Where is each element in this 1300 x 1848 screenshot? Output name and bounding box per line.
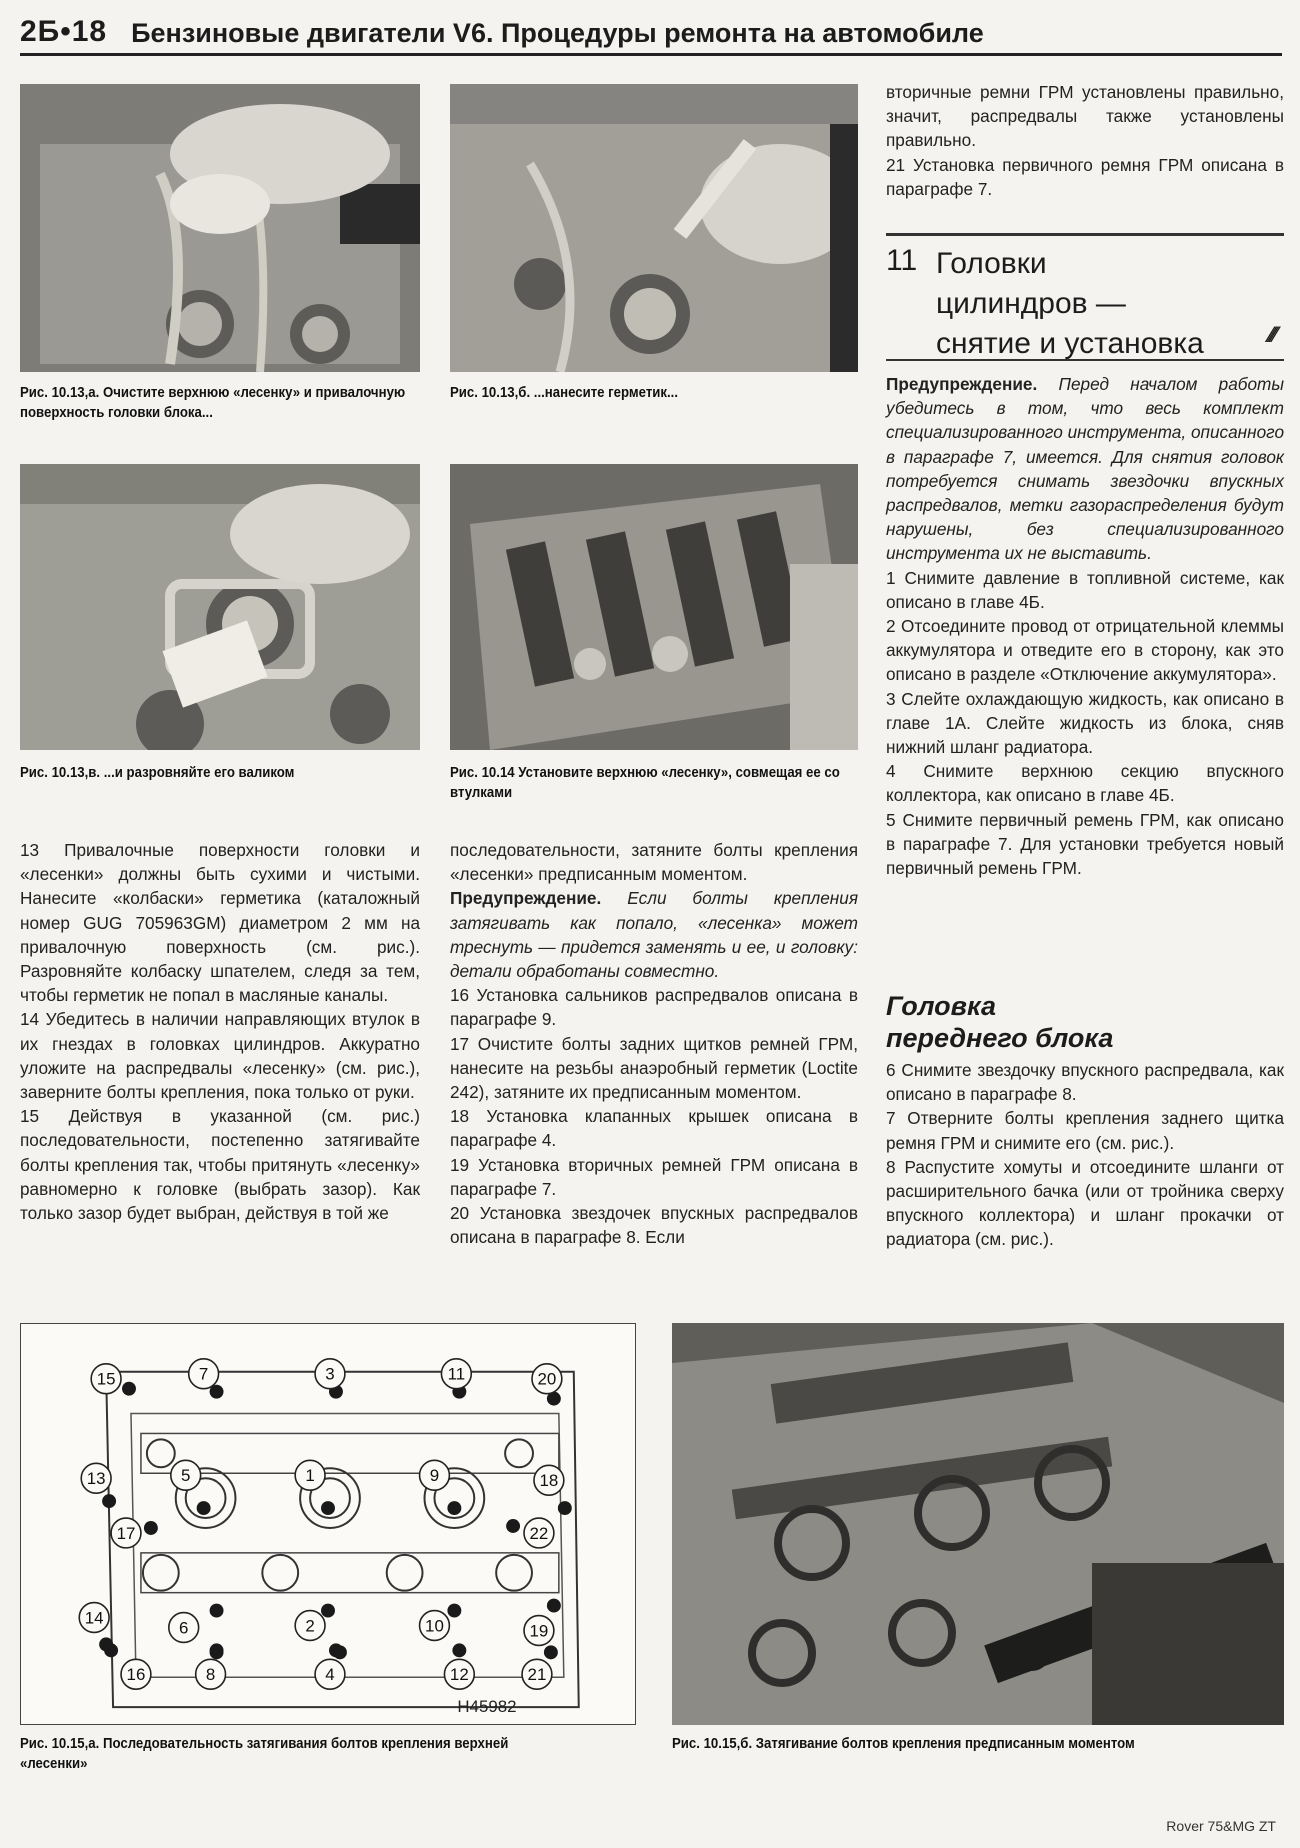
bolt-label-3: 3 [325,1364,335,1384]
section-title [936,244,1204,364]
caption-fig-10-13b: Рис. 10.13,б. ...нанесите герметик... [450,384,679,401]
bolt-hole [558,1501,572,1515]
step-5: 5 Снимите первичный ремень ГРМ, как описано в параграфе 7. Для установки требуется новый первичный ремень ГРМ. [886,809,1284,879]
warning-label-section: Предупреждение. [886,374,1038,394]
bolt-hole [210,1645,224,1659]
photo-fig-10-13v [20,464,420,750]
bolt-hole [104,1643,118,1657]
bolt-label-17: 17 [116,1523,136,1543]
diagram-svg [21,1324,635,1724]
paragraph-13: 13 Привалочные поверхности головки и «лесенки» должны быть сухими и чистыми. Нанесите «колбаски» герметика (каталожный номер GUG 705963GM) диаметром 2 мм на привалочную поверхность (см. рис.). Разровняйте колбаску шпателем, следя за тем, чтобы герметик не попал в масляные каналы. [20,840,420,1006]
paragraph-16: 16 Установка сальников распредвалов описана в параграфе 9. [450,985,858,1030]
bolt-hole [321,1604,335,1618]
bolt-hole [547,1599,561,1613]
step-8: 8 Распустите хомуты и отсоедините шланги от расширительного бачка (или от тройника сверху впускного коллектора) и шланг прокачки от радиатора (см. рис.). [886,1156,1284,1250]
warning-label: Предупреждение. [450,888,602,909]
bolt-label-20: 20 [537,1369,557,1389]
section-number: 11 [886,244,918,277]
section-heading [886,233,1284,361]
warning-paragraph-section [886,372,1284,566]
bolt-label-15: 15 [96,1369,116,1389]
bolt-label-8: 8 [205,1665,216,1685]
subheading-front-bank [886,990,1284,1054]
paragraph-17: 17 Очистите болты задних щитков ремней ГРМ, нанесите на резьбы анаэробный герметик (Loctite 242), затяните их предписанным моментом. [450,1033,858,1103]
subheading-line-1: Головка [886,991,996,1021]
bolt-hole [197,1501,211,1515]
bolt-hole [452,1643,466,1657]
bolt-label-7: 7 [198,1364,209,1384]
section-title-line-2: цилиндров — [936,287,1126,320]
diagram-bolt-sequence [20,1323,636,1725]
photo-fig-10-13b [450,84,858,372]
text-column-2 [450,838,858,1249]
step-2: 2 Отсоедините провод от отрицательной клеммы аккумулятора и отведите его в сторону, как это описано в разделе «Отключение аккумулятора». [886,616,1284,685]
bolt-label-21: 21 [527,1665,547,1685]
bolt-label-10: 10 [425,1616,444,1636]
subheading-line-2: переднего блока [886,1023,1114,1053]
paragraph-15-continued: последовательности, затяните болты крепления «лесенки» предписанным моментом. [450,840,858,885]
bolt-label-19: 19 [529,1621,549,1641]
page-number: 2Б•18 [20,15,108,48]
caption-fig-10-15b: Рис. 10.15,б. Затягивание болтов крепления предписанным моментом [672,1735,1135,1752]
paragraph-20: 20 Установка звездочек впускных распредвалов описана в параграфе 8. Если [450,1203,858,1248]
bolt-label-4: 4 [325,1665,335,1685]
text-column-3-bottom [886,1058,1284,1252]
caption-fig-10-15a: Рис. 10.15,а. Последовательность затягивания болтов крепления верхней «лесенки» [20,1735,509,1772]
caption-fig-10-13a: Рис. 10.13,а. Очистите верхнюю «лесенку» и привалочную поверхность головки блока... [20,384,406,421]
step-1: 1 Снимите давление в топливной системе, как описано в главе 4Б. [886,567,1284,612]
bolt-label-22: 22 [529,1523,549,1543]
bolt-label-14: 14 [84,1608,104,1628]
bolt-hole [544,1645,558,1659]
step-4: 4 Снимите верхнюю секцию впускного коллектора, как описано в главе 4Б. [886,761,1284,806]
text-column-1 [20,838,420,1225]
bolt-label-6: 6 [179,1618,189,1638]
paragraph-18: 18 Установка клапанных крышек описана в параграфе 4. [450,1106,858,1151]
bolt-hole [506,1519,520,1533]
bolt-label-18: 18 [539,1471,559,1491]
bolt-hole [144,1521,158,1535]
warning-text-section: Перед началом работы убедитесь в том, что весь комплект специализированного инструмента, описанного в параграфе 7, имеется. Для снятия головок потребуется снимать звездочки впускных распредвалов, метки газораспределения будут нарушены, без специализированного инструмента их не выставить. [886,374,1284,564]
bolt-hole [321,1501,335,1515]
bolt-hole [447,1501,461,1515]
paragraph-21: 21 Установка первичного ремня ГРМ описана в параграфе 7. [886,154,1284,199]
bolt-hole [210,1604,224,1618]
step-6: 6 Снимите звездочку впускного распредвала, как описано в параграфе 8. [886,1060,1284,1105]
text-column-3-top [886,80,1284,201]
photo-fig-10-15b [672,1323,1284,1725]
photo-fig-10-13a [20,84,420,372]
page-title: Бензиновые двигатели V6. Процедуры ремонта на автомобиле [131,18,984,48]
bolt-label-9: 9 [429,1466,440,1486]
text-column-3-middle [886,372,1284,880]
section-title-line-1: Головки [936,247,1047,280]
photo-fig-10-14 [450,464,858,750]
footer-model: Rover 75&MG ZT [1166,1818,1276,1834]
warning-text: Если болты крепления затягивать как попало, «лесенка» может треснуть — придется заменять и ее, и головку: детали обработаны совместно. [450,888,858,982]
bolt-label-11: 11 [447,1364,466,1384]
step-3: 3 Слейте охлаждающую жидкость, как описано в главе 1А. Слейте жидкость из блока, сняв нижний шланг радиатора. [886,688,1284,758]
bolt-hole [122,1382,136,1396]
bolt-label-1: 1 [305,1466,315,1486]
bolt-hole [447,1604,461,1618]
caption-fig-10-13v: Рис. 10.13,в. ...и разровняйте его валиком [20,764,295,781]
page-header [20,14,1282,56]
bolt-label-13: 13 [86,1469,106,1489]
bolt-label-5: 5 [181,1466,191,1486]
paragraph-14: 14 Убедитесь в наличии направляющих втулок в их гнездах в головках цилиндров. Аккуратно уложите на распредвалы «лесенку» (см. рис.), заверните болты крепления, пока только от руки. [20,1009,420,1103]
bolt-label-16: 16 [126,1665,146,1685]
diagram-code: H45982 [457,1697,517,1717]
section-marks: ⁄⁄⁄⁄ [1269,322,1276,347]
section-title-line-3: снятие и установка [936,327,1204,360]
paragraph-19: 19 Установка вторичных ремней ГРМ описана в параграфе 7. [450,1154,858,1199]
bolt-hole [333,1645,347,1659]
bolt-hole [102,1494,116,1508]
bolt-label-2: 2 [305,1616,315,1636]
bolt-labels-group [79,1359,572,1689]
bolt-label-12: 12 [449,1665,469,1685]
step-7: 7 Отверните болты крепления заднего щитка ремня ГРМ и снимите его (см. рис.). [886,1108,1284,1153]
caption-fig-10-14: Рис. 10.14 Установите верхнюю «лесенку», совмещая ее со втулками [450,764,840,801]
paragraph-15: 15 Действуя в указанной (см. рис.) последовательности, постепенно затягивайте болты крепления так, чтобы притянуть «лесенку» равномерно к головке (выбрать зазор). Как только зазор будет выбран, действуя в той же [20,1106,420,1224]
paragraph-20-continued: вторичные ремни ГРМ установлены правильно, значит, распредвалы также установлены правильно. [886,82,1284,151]
warning-paragraph [450,886,858,983]
